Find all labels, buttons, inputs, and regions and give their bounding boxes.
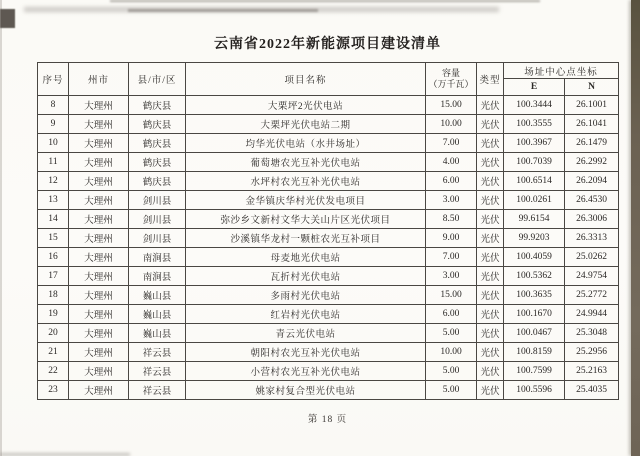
table-cell: 光伏 <box>477 305 504 324</box>
table-row <box>38 172 619 191</box>
table-row <box>38 381 619 400</box>
table-row <box>38 248 619 267</box>
table-cell: 祥云县 <box>129 343 186 362</box>
table-cell: 3.00 <box>426 267 477 286</box>
table-cell: 17 <box>38 267 69 286</box>
table-cell: 14 <box>38 210 69 229</box>
table-cell: 100.3444 <box>504 96 565 115</box>
table-cell: 24.9754 <box>565 267 619 286</box>
table-cell: 26.4530 <box>565 191 619 210</box>
table-cell: 26.2094 <box>565 172 619 191</box>
table-cell: 10.00 <box>426 343 477 362</box>
table-cell: 巍山县 <box>129 305 186 324</box>
table-cell: 100.0467 <box>504 324 565 343</box>
table-cell: 光伏 <box>477 191 504 210</box>
table-cell: 剑川县 <box>129 210 186 229</box>
table-cell: 7.00 <box>426 248 477 267</box>
table-cell: 光伏 <box>477 381 504 400</box>
table-cell: 7.00 <box>426 134 477 153</box>
table-cell: 25.0262 <box>565 248 619 267</box>
table-cell: 15.00 <box>426 96 477 115</box>
scan-artifact-top-smudge <box>128 9 318 12</box>
table-cell: 水坪村农光互补光伏电站 <box>186 172 426 191</box>
table-cell: 26.2992 <box>565 153 619 172</box>
table-row <box>38 153 619 172</box>
table-cell: 26.3313 <box>565 229 619 248</box>
table-cell: 22 <box>38 362 69 381</box>
table-cell: 100.3635 <box>504 286 565 305</box>
table-cell: 100.7039 <box>504 153 565 172</box>
table-cell: 15 <box>38 229 69 248</box>
header-coord-n: N <box>565 79 619 96</box>
table-cell: 大理州 <box>69 172 129 191</box>
table-cell: 母麦地光伏电站 <box>186 248 426 267</box>
table-cell: 100.3967 <box>504 134 565 153</box>
table-cell: 光伏 <box>477 343 504 362</box>
header-prefecture: 州市 <box>69 63 129 96</box>
table-cell: 6.00 <box>426 305 477 324</box>
table-cell: 25.2772 <box>565 286 619 305</box>
table-cell: 25.2956 <box>565 343 619 362</box>
table-cell: 8.50 <box>426 210 477 229</box>
table-cell: 100.5596 <box>504 381 565 400</box>
table-cell: 南涧县 <box>129 248 186 267</box>
table-cell: 3.00 <box>426 191 477 210</box>
scan-edge-right <box>631 0 640 456</box>
table-cell: 10.00 <box>426 115 477 134</box>
table-cell: 20 <box>38 324 69 343</box>
table-cell: 光伏 <box>477 286 504 305</box>
table-cell: 光伏 <box>477 362 504 381</box>
page-number: 第 18 页 <box>307 415 348 425</box>
table-cell: 13 <box>38 191 69 210</box>
table-cell: 光伏 <box>477 248 504 267</box>
table-cell: 鹤庆县 <box>129 153 186 172</box>
table-cell: 26.1479 <box>565 134 619 153</box>
table-cell: 100.4059 <box>504 248 565 267</box>
table-cell: 大理州 <box>69 324 129 343</box>
table-cell: 大理州 <box>69 115 129 134</box>
table-cell: 16 <box>38 248 69 267</box>
table-cell: 瓦折村光伏电站 <box>186 267 426 286</box>
table-row <box>38 343 619 362</box>
table-cell: 100.7599 <box>504 362 565 381</box>
table-cell: 姚家村复合型光伏电站 <box>186 381 426 400</box>
header-county: 县/市/区 <box>129 63 186 96</box>
table-cell: 巍山县 <box>129 324 186 343</box>
table-cell: 大理州 <box>69 248 129 267</box>
table-cell: 大理州 <box>69 381 129 400</box>
table-cell: 大理州 <box>69 343 129 362</box>
table-cell: 光伏 <box>477 153 504 172</box>
table-cell: 100.8159 <box>504 343 565 362</box>
table-cell: 祥云县 <box>129 362 186 381</box>
table-cell: 大理州 <box>69 305 129 324</box>
table-cell: 光伏 <box>477 324 504 343</box>
header-capacity-line2: （万千瓦） <box>428 79 474 89</box>
table-cell: 小营村农光互补光伏电站 <box>186 362 426 381</box>
table-cell: 11 <box>38 153 69 172</box>
table-cell: 光伏 <box>477 267 504 286</box>
table-cell: 青云光伏电站 <box>186 324 426 343</box>
table-cell: 24.9944 <box>565 305 619 324</box>
table-cell: 6.00 <box>426 172 477 191</box>
table-cell: 大理州 <box>69 134 129 153</box>
table-cell: 剑川县 <box>129 191 186 210</box>
table-cell: 15.00 <box>426 286 477 305</box>
header-capacity-line1: 容量 <box>441 68 460 78</box>
table-row <box>38 96 619 115</box>
table-cell: 光伏 <box>477 172 504 191</box>
table-cell: 红岩村光伏电站 <box>186 305 426 324</box>
table-cell: 100.6514 <box>504 172 565 191</box>
table-row <box>38 362 619 381</box>
table-cell: 26.1001 <box>565 96 619 115</box>
table-cell: 大理州 <box>69 153 129 172</box>
table-cell: 25.3048 <box>565 324 619 343</box>
table-cell: 大理州 <box>69 96 129 115</box>
document-title: 云南省2022年新能源项目建设清单 <box>214 37 441 52</box>
table-cell: 大理州 <box>69 229 129 248</box>
table-cell: 大理州 <box>69 267 129 286</box>
table-row <box>38 191 619 210</box>
table-cell: 沙溪镇华龙村一颗桩农光互补项目 <box>186 229 426 248</box>
table-cell: 大栗坪光伏电站二期 <box>186 115 426 134</box>
table-row <box>38 229 619 248</box>
table-cell: 26.3006 <box>565 210 619 229</box>
table-cell: 8 <box>38 96 69 115</box>
table-row <box>38 305 619 324</box>
project-table <box>37 62 619 400</box>
table-cell: 弥沙乡文新村文华大关山片区光伏项目 <box>186 210 426 229</box>
header-coords-group: 场址中心点坐标 <box>504 63 619 79</box>
table-cell: 南涧县 <box>129 267 186 286</box>
table-cell: 鹤庆县 <box>129 115 186 134</box>
table-cell: 朝阳村农光互补光伏电站 <box>186 343 426 362</box>
header-seq: 序号 <box>38 63 69 96</box>
table-cell: 光伏 <box>477 134 504 153</box>
table-cell: 光伏 <box>477 210 504 229</box>
table-cell: 光伏 <box>477 115 504 134</box>
table-cell: 10 <box>38 134 69 153</box>
table-cell: 12 <box>38 172 69 191</box>
table-cell: 100.3555 <box>504 115 565 134</box>
header-type: 类型 <box>477 63 504 96</box>
table-row <box>38 134 619 153</box>
table-cell: 大理州 <box>69 191 129 210</box>
table-cell: 大理州 <box>69 362 129 381</box>
table-cell: 鹤庆县 <box>129 96 186 115</box>
header-project: 项目名称 <box>186 63 426 96</box>
table-cell: 99.9203 <box>504 229 565 248</box>
table-cell: 21 <box>38 343 69 362</box>
table-cell: 多雨村光伏电站 <box>186 286 426 305</box>
table-cell: 鹤庆县 <box>129 172 186 191</box>
table-row <box>38 286 619 305</box>
scan-artifact-top-line <box>110 0 540 2</box>
scan-artifact-corner <box>0 9 15 28</box>
table-cell: 巍山县 <box>129 286 186 305</box>
table-cell: 金华镇庆华村光伏发电项目 <box>186 191 426 210</box>
table-cell: 大理州 <box>69 210 129 229</box>
table-cell: 100.0261 <box>504 191 565 210</box>
table-cell: 均华光伏电站（水井场址） <box>186 134 426 153</box>
table-header <box>38 63 619 96</box>
table-cell: 25.4035 <box>565 381 619 400</box>
table-cell: 5.00 <box>426 324 477 343</box>
table-cell: 鹤庆县 <box>129 134 186 153</box>
scan-edge-left <box>0 0 2 456</box>
table-row <box>38 115 619 134</box>
table-cell: 祥云县 <box>129 381 186 400</box>
table-row <box>38 210 619 229</box>
table-cell: 4.00 <box>426 153 477 172</box>
table-cell: 光伏 <box>477 229 504 248</box>
table-row <box>38 267 619 286</box>
header-capacity <box>426 63 477 96</box>
table-body <box>38 96 619 400</box>
table-cell: 大理州 <box>69 286 129 305</box>
table-cell: 100.5362 <box>504 267 565 286</box>
table-cell: 5.00 <box>426 381 477 400</box>
table-cell: 剑川县 <box>129 229 186 248</box>
header-coord-e: E <box>504 79 565 96</box>
table-cell: 5.00 <box>426 362 477 381</box>
table-cell: 葡萄塘农光互补光伏电站 <box>186 153 426 172</box>
table-cell: 100.1670 <box>504 305 565 324</box>
table-cell: 18 <box>38 286 69 305</box>
table-cell: 9 <box>38 115 69 134</box>
table-cell: 9.00 <box>426 229 477 248</box>
table-cell: 25.2163 <box>565 362 619 381</box>
table-cell: 光伏 <box>477 96 504 115</box>
table-cell: 大栗坪2光伏电站 <box>186 96 426 115</box>
table-cell: 99.6154 <box>504 210 565 229</box>
table-cell: 23 <box>38 381 69 400</box>
table-row <box>38 324 619 343</box>
table-cell: 26.1041 <box>565 115 619 134</box>
table-cell: 19 <box>38 305 69 324</box>
